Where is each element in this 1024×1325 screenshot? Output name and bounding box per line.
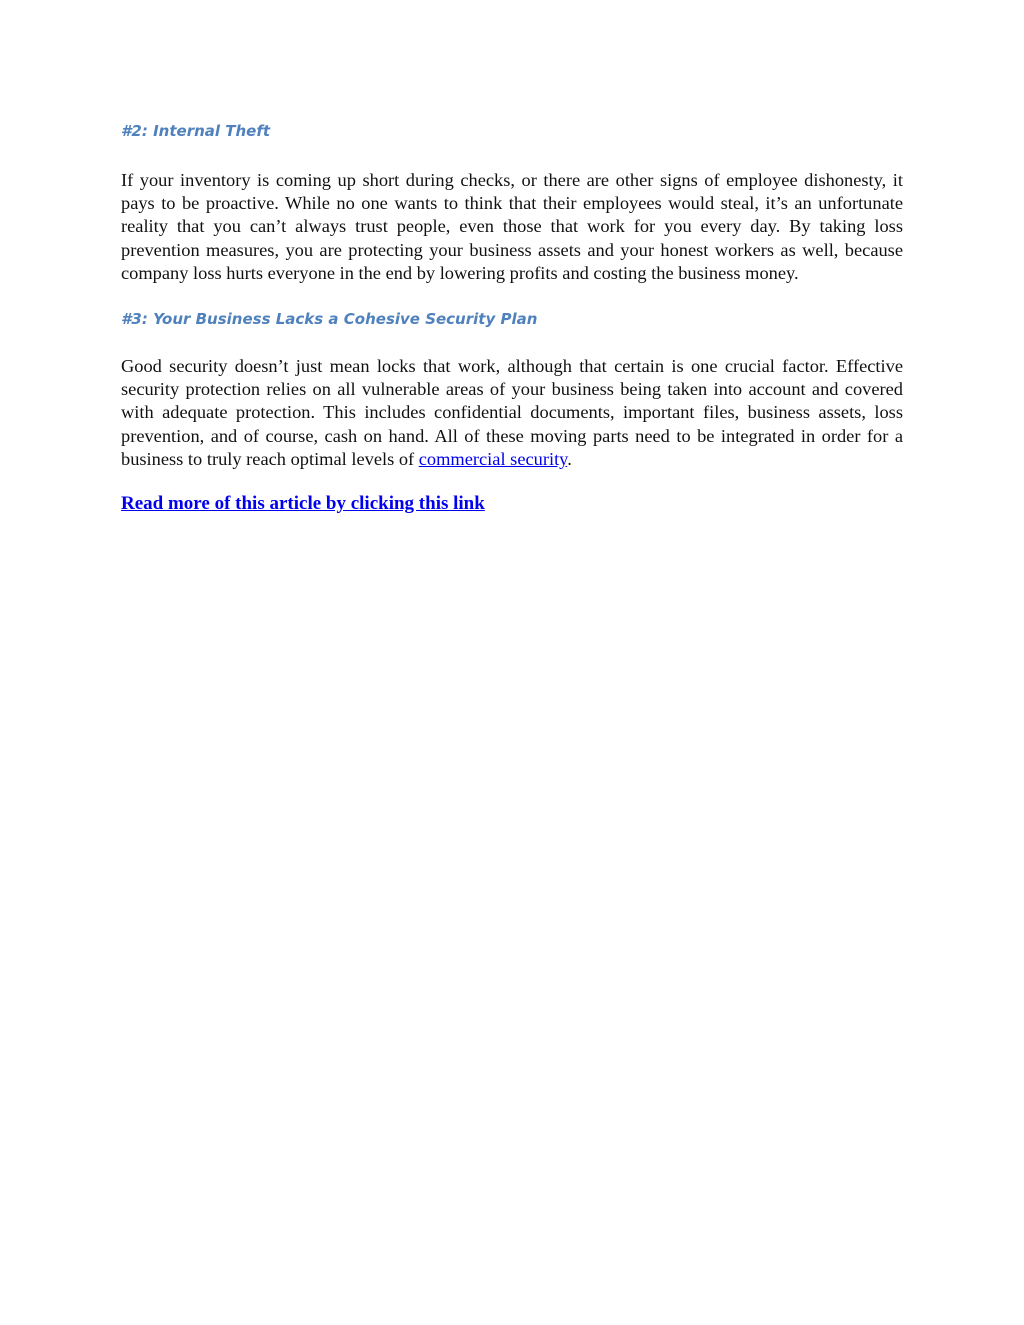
document-page bbox=[121, 119, 903, 515]
read-more-link[interactable]: Read more of this article by clicking this link bbox=[121, 493, 485, 515]
paragraph-security-plan bbox=[121, 355, 903, 471]
paragraph-security-plan-end: . bbox=[567, 448, 572, 469]
paragraph-internal-theft: If your inventory is coming up short during checks, or there are other signs of employee dishonesty, it pays to be proactive. While no one wants to think that their employees would steal, it’s an unfortunate reality that you can’t always trust people, even those that work for you every day. By taking loss prevention measures, you are protecting your business assets and your honest workers as well, because company loss hurts everyone in the end by lowering profits and costing the business money. bbox=[121, 170, 903, 283]
heading-security-plan: #3: Your Business Lacks a Cohesive Security Plan bbox=[121, 310, 538, 329]
paragraph-security-plan-text: Good security doesn’t just mean locks that work, although that certain is one crucial factor. Effective security protection relies on all vulnerable areas of your business being taken into account and covered with adequate protection. This includes confidential documents, important files, business assets, loss prevention, and of course, cash on hand. All of these moving parts need to be integrated in order for a business to truly reach optimal levels of bbox=[121, 356, 903, 469]
commercial-security-link[interactable]: commercial security bbox=[418, 448, 568, 469]
heading-internal-theft: #2: Internal Theft bbox=[121, 122, 271, 140]
